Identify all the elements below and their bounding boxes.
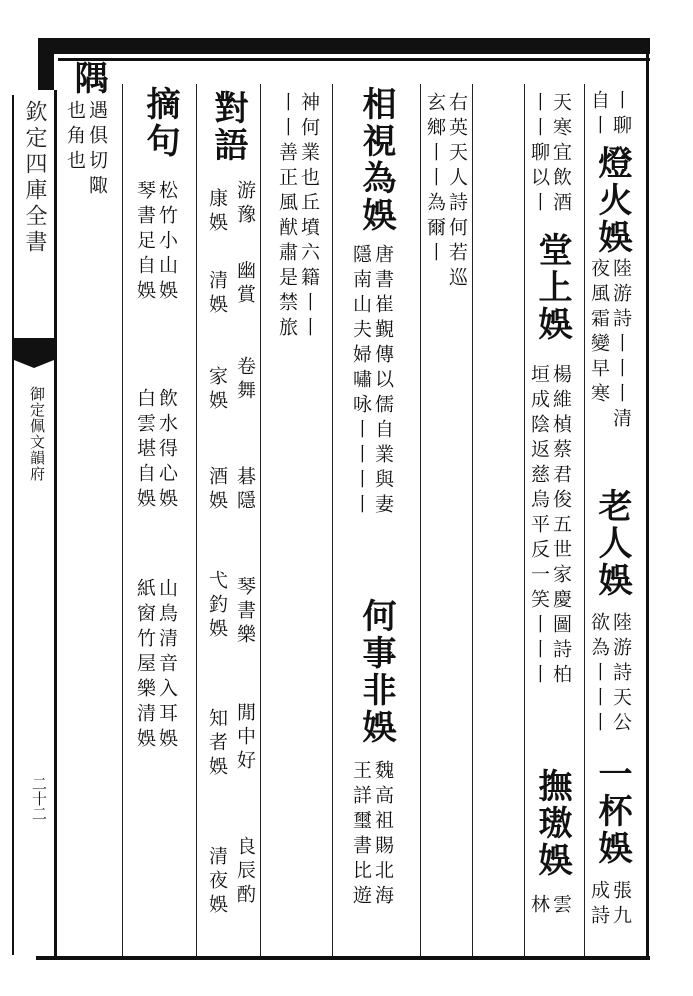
note-right: 天寒宜飲酒 (550, 92, 572, 217)
entry-note (528, 92, 572, 217)
note-right: 楊維楨蔡君俊五世家慶圖詩柏 (550, 364, 572, 689)
headword: 老人娛 (592, 488, 632, 599)
phrase: 閒中好 (234, 702, 256, 774)
note-left: 王詳璽書比遊 (350, 760, 372, 910)
note-right: 陸游詩天公 (610, 612, 632, 737)
column-rule (584, 84, 585, 956)
entry-note (528, 894, 572, 919)
frame-top-border (38, 38, 650, 54)
phrase: 知者娛 (206, 708, 228, 780)
headword: 何事非娛 (356, 598, 396, 746)
phrase: 酒娛 (206, 466, 228, 514)
note-left: 垣成陰返慈烏平反一笑丨丨丨 (528, 364, 550, 689)
entry-note (350, 244, 394, 519)
quote-right: 飲水得心娛 (156, 388, 178, 513)
entry-note (588, 612, 632, 737)
note-right: 丨聊 (610, 90, 632, 140)
frame-inner-top-line (58, 58, 650, 61)
column-rule (196, 84, 197, 956)
column-rule (524, 84, 525, 956)
section-heading: 對語 (208, 90, 248, 164)
entry-note (424, 92, 468, 292)
phrase: 良辰酌 (234, 836, 256, 908)
quote-left: 白雲堪自娛 (134, 388, 156, 513)
phrase: 卷舞 (234, 356, 256, 404)
rhyme-character: 隅 (68, 60, 108, 97)
headword: 撫璈娛 (532, 768, 572, 879)
rhyme-gloss (64, 100, 108, 200)
note-right: 右英天人詩何若巡 (446, 92, 468, 292)
frame-corner-block (38, 38, 54, 90)
note-left: 成詩 (588, 880, 610, 930)
note-right: 神何業也丘墳六籍丨丨 (298, 92, 320, 342)
section-heading: 摘句 (140, 86, 180, 160)
phrase: 康娛 (206, 188, 228, 236)
note-left: 丨丨善正風猷肅是禁旅 (276, 92, 298, 342)
entry-note (276, 92, 320, 342)
quote-left: 紙窗竹屋樂清娛 (134, 578, 156, 753)
phrase: 游豫 (234, 180, 256, 228)
headword: 相視為娛 (356, 86, 396, 234)
fishtail-mark-tip (14, 360, 54, 368)
frame-right-border (646, 54, 649, 960)
note-right: 魏高祖賜北海 (372, 760, 394, 910)
note-left: 林 (528, 894, 550, 919)
entry-note (350, 760, 394, 910)
note-left: 自丨 (588, 90, 610, 140)
note-right: 雲 (550, 894, 572, 919)
entry-note (588, 880, 632, 930)
note-left: 夜風霜變早寒 (588, 258, 610, 408)
quote-pair (134, 180, 178, 305)
column-rule (260, 84, 261, 956)
quote-right: 山鳥清音入耳娛 (156, 578, 178, 753)
phrase: 幽賞 (234, 260, 256, 308)
column-rule (472, 84, 473, 956)
phrase: 清娛 (206, 270, 228, 318)
frame-bottom-border (36, 956, 650, 960)
note-left: 玄鄉丨丨為爾丨 (424, 92, 446, 267)
phrase: 琴書樂 (234, 576, 256, 648)
frame-left-border (54, 90, 57, 958)
headword: 燈火娛 (592, 145, 632, 256)
phrase-grid (200, 180, 258, 950)
note-left: 欲為丨丨丨 (588, 612, 610, 737)
phrase: 弋釣娛 (206, 570, 228, 642)
column-rule (420, 84, 421, 956)
column-rule (122, 84, 123, 956)
note-right: 陸游詩丨丨丨清 (610, 258, 632, 433)
quote-pair (134, 388, 178, 513)
note-right: 唐書崔覲傳以儒自業與妻 (372, 244, 394, 519)
fishtail-mark (14, 338, 54, 360)
phrase: 家娛 (206, 366, 228, 414)
note-right: 張九 (610, 880, 632, 930)
headword: 堂上娛 (532, 232, 572, 343)
note-left: 隱南山夫婦嘯咏丨丨丨丨 (350, 244, 372, 519)
phrase: 清夜娛 (206, 846, 228, 918)
phrase: 碁隱 (234, 466, 256, 514)
gloss-right: 遇俱切陬 (86, 100, 108, 200)
entry-note (528, 364, 572, 689)
gutter-line (12, 95, 14, 955)
gloss-left: 也角也 (64, 100, 86, 175)
entry-note (588, 258, 632, 433)
gutter-page-number: 二十二 (30, 776, 48, 821)
quote-left: 琴書足自娛 (134, 180, 156, 305)
quote-right: 松竹小山娛 (156, 180, 178, 305)
gutter-sub-title: 御定佩文韻府 (28, 386, 46, 482)
column-rule (332, 84, 333, 956)
note-left: 丨丨聊以丨 (528, 92, 550, 217)
headword: 一杯娛 (592, 756, 632, 867)
entry-note (588, 90, 632, 140)
quote-pair (134, 578, 178, 753)
gutter-book-title: 欽定四庫全書 (22, 100, 47, 256)
